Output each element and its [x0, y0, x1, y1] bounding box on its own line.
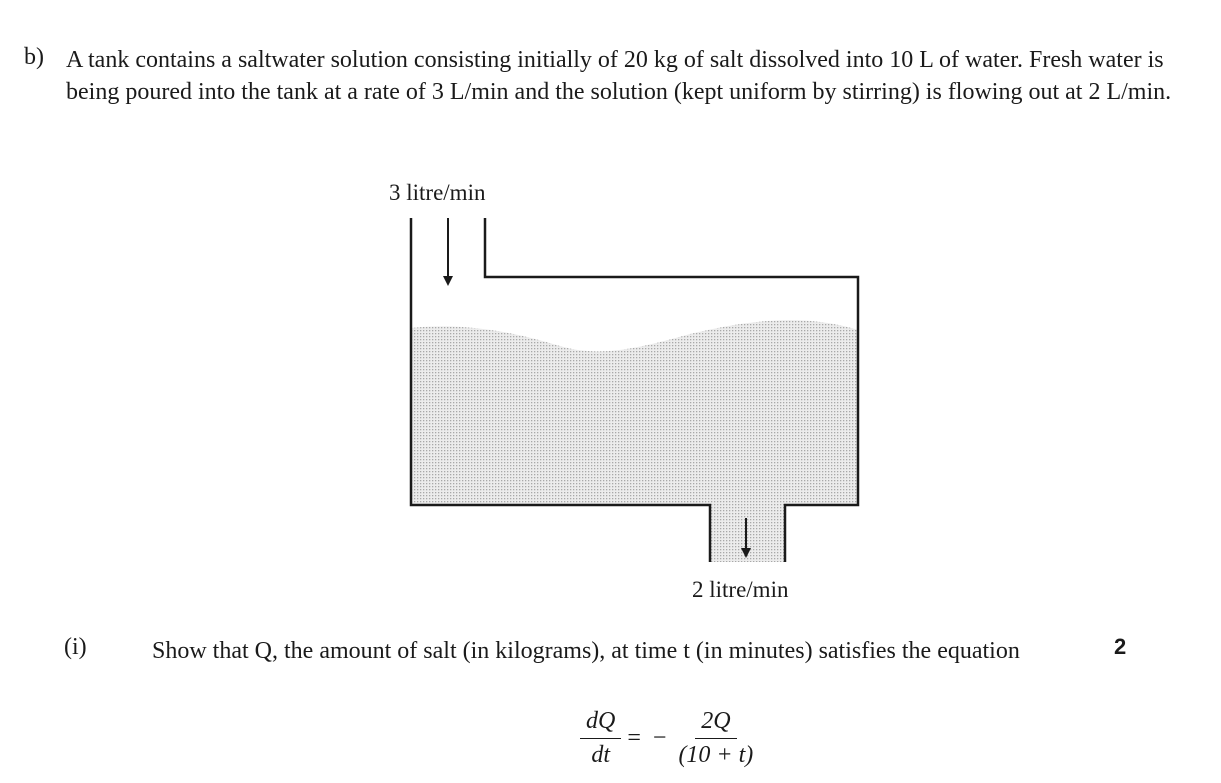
lhs-denominator: dt: [591, 741, 610, 768]
part-label: b): [24, 44, 44, 70]
differential-equation: [580, 698, 759, 778]
rhs-numerator: 2Q: [695, 708, 736, 739]
lhs-fraction: [580, 708, 621, 769]
subquestion-label: (i): [64, 634, 87, 660]
rhs-fraction: [672, 708, 759, 769]
lhs-numerator: dQ: [580, 708, 621, 739]
question-intro: A tank contains a saltwater solution consisting initially of 20 kg of salt dissolved into 10 L of water. Fresh water is being poured into the tank at a rate of 3 L/min and the solution (kept uniform by stirring) is flowing out at 2 L/min.: [66, 47, 1172, 105]
minus-sign: −: [652, 724, 667, 751]
inflow-rate-label: 3 litre/min: [389, 180, 486, 205]
equals-sign: =: [627, 724, 641, 751]
solution-fill: [411, 320, 858, 562]
marks-value: 2: [1114, 634, 1127, 659]
outflow-rate-label: 2 litre/min: [692, 577, 789, 602]
inflow-arrow: [443, 218, 453, 286]
rhs-denominator: (10 + t): [678, 741, 754, 768]
subquestion-text: Show that Q, the amount of salt (in kilograms), at time t (in minutes) satisfies the equation: [152, 638, 1020, 664]
